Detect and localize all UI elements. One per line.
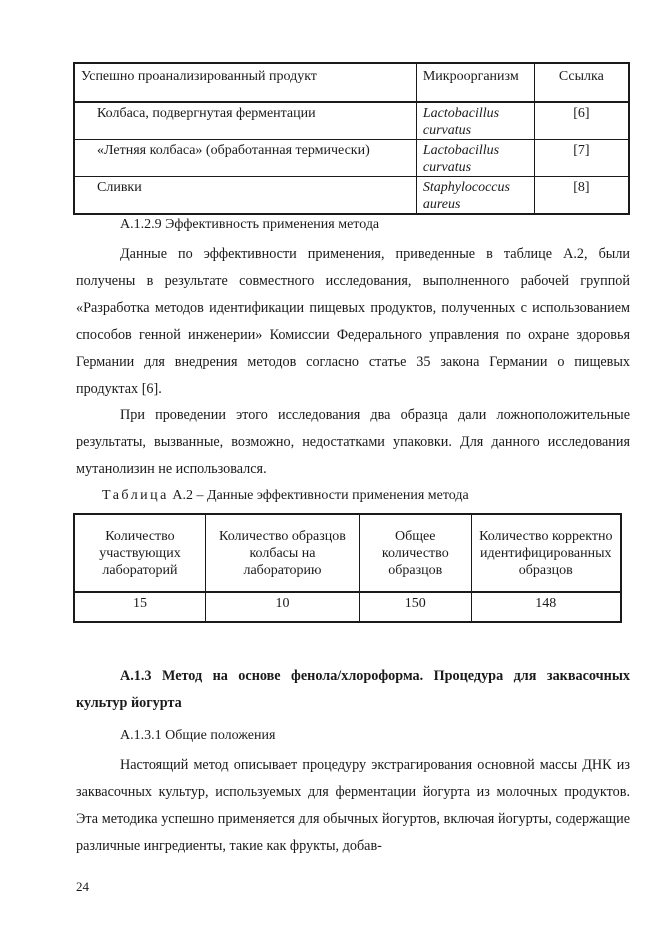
table-row xyxy=(74,592,621,622)
reference-cell: [8] xyxy=(534,177,629,215)
header-microorganism: Микроорганизм xyxy=(416,63,534,102)
product-cell: Сливки xyxy=(74,177,416,215)
table-row xyxy=(74,140,629,177)
header-correct-samples: Количество корректно идентифицированных образцов xyxy=(471,514,621,592)
table-header-row xyxy=(74,63,629,102)
product-cell: Колбаса, подвергнутая ферментации xyxy=(74,102,416,140)
value-total-samples: 150 xyxy=(360,592,472,622)
microorganism-cell: Lactobacillus curvatus xyxy=(416,140,534,177)
header-reference: Ссылка xyxy=(534,63,629,102)
caption-label: Таблица xyxy=(102,488,169,503)
table-caption xyxy=(102,488,469,504)
value-correct-samples: 148 xyxy=(471,592,621,622)
effectiveness-table xyxy=(73,513,622,623)
section-title-a131: А.1.3.1 Общие положения xyxy=(120,728,276,743)
page-number: 24 xyxy=(76,879,89,894)
section-heading-a13: А.1.3 Метод на основе фенола/хлороформа. Процедура для заквасочных культур йогурта xyxy=(76,668,630,711)
reference-cell: [6] xyxy=(534,102,629,140)
paragraph-general-provisions: Настоящий метод описывает процедуру экстрагирования основной массы ДНК из заквасочных культур, используемых для ферментации йогурта из молочных продуктов. Эта методика успешно применяется для обычных йогуртов, включая йогурты, содержащие различные ингредиенты, такие как фрукты, добав- xyxy=(76,757,630,854)
header-product: Успешно проанализированный продукт xyxy=(74,63,416,102)
paragraph-effectiveness: Данные по эффективности применения, приведенные в таблице А.2, были получены в результате совместного исследования, выполненного рабочей группой «Разработка методов идентификации пищевых продуктов, полученных с использованием способов генной инженерии» Комиссии Федерального управления по охране здоровья Германии для внедрения методов согласно статье 35 закона Германии о пищевых продуктах [6]. xyxy=(76,246,630,397)
value-labs: 15 xyxy=(74,592,205,622)
table-header-row xyxy=(74,514,621,592)
header-labs: Количество участвующих лабораторий xyxy=(74,514,205,592)
header-samples-per-lab: Количество образцов колбасы на лабораторию xyxy=(205,514,359,592)
microorganism-cell: Lactobacillus curvatus xyxy=(416,102,534,140)
table-row xyxy=(74,177,629,215)
section-title-a129: А.1.2.9 Эффективность применения метода xyxy=(120,217,380,232)
reference-cell: [7] xyxy=(534,140,629,177)
microorganism-cell: Staphylococcus aureus xyxy=(416,177,534,215)
product-cell: «Летняя колбаса» (обработанная термически) xyxy=(74,140,416,177)
products-table xyxy=(73,62,630,215)
table-row xyxy=(74,102,629,140)
header-total-samples: Общее количество образцов xyxy=(360,514,472,592)
value-samples-per-lab: 10 xyxy=(205,592,359,622)
paragraph-study-results: При проведении этого исследования два образца дали ложноположительные результаты, вызванные, возможно, недостатками упаковки. Для данного исследования мутанолизин не использовался. xyxy=(76,407,630,477)
caption-text: А.2 – Данные эффективности применения метода xyxy=(168,488,469,503)
